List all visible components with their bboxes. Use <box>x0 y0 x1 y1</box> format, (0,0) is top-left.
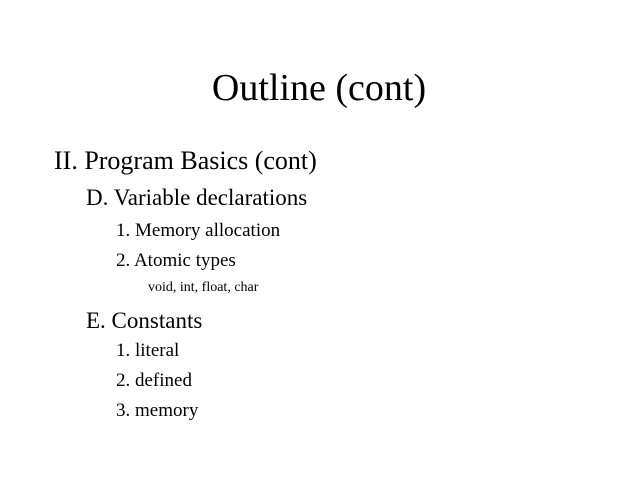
outline-item-atomic-types: 2. Atomic types <box>116 250 236 271</box>
outline-item-variable-declarations: D. Variable declarations <box>86 185 308 210</box>
outline-item-type-list: void, int, float, char <box>148 280 259 295</box>
outline-item-literal: 1. literal <box>116 340 180 361</box>
outline-item-program-basics: II. Program Basics (cont) <box>54 146 317 175</box>
outline-item-memory: 3. memory <box>116 400 199 421</box>
outline-item-defined: 2. defined <box>116 370 192 391</box>
outline-item-constants: E. Constants <box>86 308 203 333</box>
slide-title: Outline (cont) <box>211 67 427 109</box>
outline-item-memory-allocation: 1. Memory allocation <box>116 220 281 241</box>
